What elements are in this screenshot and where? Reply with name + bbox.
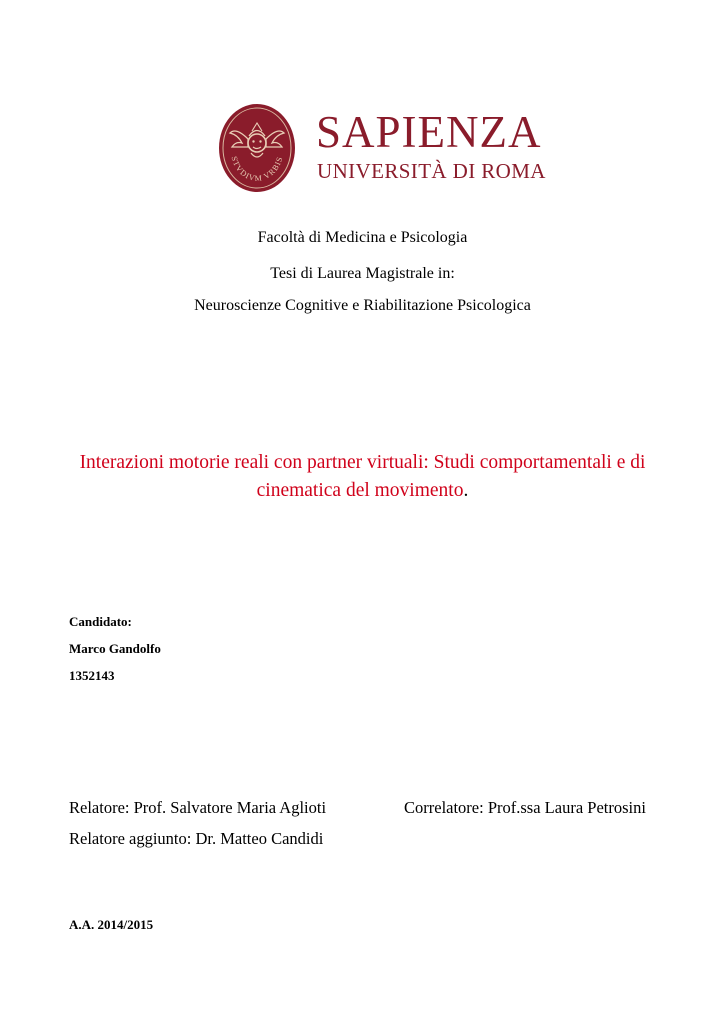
correlatore: Correlatore: Prof.ssa Laura Petrosini: [404, 798, 646, 817]
thesis-title-text: Interazioni motorie reali con partner virtuali: Studi comportamentali e di cinematica del movimento: [79, 452, 646, 501]
academic-year: A.A. 2014/2015: [69, 917, 154, 932]
thesis-type: Tesi di Laurea Magistrale in:: [270, 265, 455, 282]
wordmark-sapienza: SAPIENZA: [316, 107, 542, 157]
candidate-label: Candidato:: [69, 614, 132, 629]
faculty-name: Facoltà di Medicina e Psicologia: [257, 229, 468, 246]
svg-text:STVDIVM VRBIS: STVDIVM VRBIS: [229, 155, 285, 184]
wordmark-universita: UNIVERSITÀ DI ROMA: [317, 159, 546, 183]
relatore: Relatore: Prof. Salvatore Maria Aglioti: [69, 798, 327, 817]
thesis-title-period: .: [463, 480, 469, 501]
degree-program: Neuroscienze Cognitive e Riabilitazione Psicologica: [194, 297, 531, 314]
candidate-name: Marco Gandolfo: [69, 641, 161, 656]
sapienza-wordmark: [316, 107, 546, 191]
relatore-aggiunto: Relatore aggiunto: Dr. Matteo Candidi: [69, 829, 324, 848]
candidate-id: 1352143: [69, 668, 115, 683]
sapienza-seal-icon: [218, 103, 296, 193]
thesis-title: [60, 449, 665, 505]
university-logo: [218, 103, 546, 195]
